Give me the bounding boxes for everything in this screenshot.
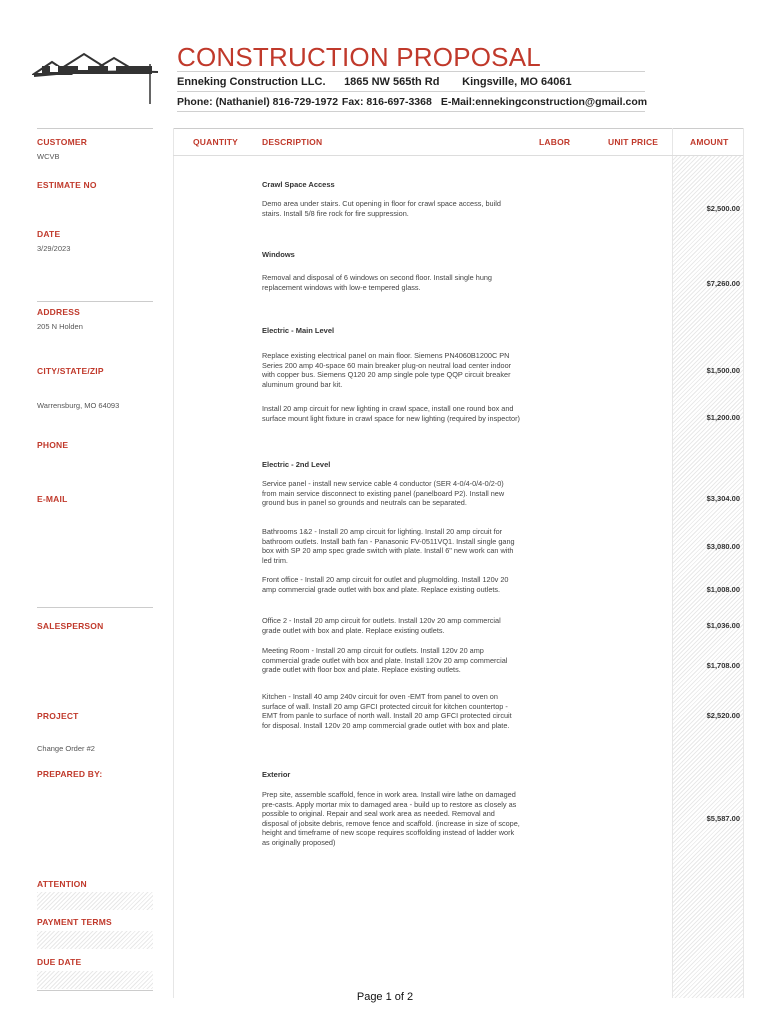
company-email: E-Mail:ennekingconstruction@gmail.com [440, 96, 648, 108]
line-item-description: Office 2 - Install 20 amp circuit for outlets. Install 120v 20 amp commercial grade outlet with box and plate. Replace existing outlets. [262, 616, 501, 635]
line-item-description: Replace existing electrical panel on main floor. Siemens PN4060B1200C PN Series 200 amp 40-space 60 main breaker plug-on neutral load center indoor with copper bus. Siemens Q120 20 amp single pole type QQP circuit breaker aluminum ground bar kit. [262, 351, 512, 389]
customer-label: CUSTOMER [37, 137, 88, 147]
amount-header: AMOUNT [690, 137, 729, 147]
attention-field[interactable] [37, 892, 153, 910]
quantity-header: QUANTITY [193, 137, 239, 147]
company-name: Enneking Construction LLC. [177, 76, 326, 88]
line-item-description: Bathrooms 1&2 - Install 20 amp circuit for lighting. Install 20 amp circuit for bathroom outlets. Install bath fan - Panasonic FV-0511VQ1. Install single gang box with SP 20 amp spec grade switch with plate. Install 6" new work can with led trim. [262, 527, 515, 565]
line-item-description: Front office - Install 20 amp circuit for outlet and plugmolding. Install 120v 20 amp commercial grade outlet with box and plate. Replace existing outlets. [262, 575, 509, 594]
section-title: Crawl Space Access [262, 180, 335, 189]
section-title: Electric - Main Level [262, 326, 335, 335]
divider [37, 128, 153, 129]
line-item-amount: $2,520.00 [706, 711, 740, 720]
line-item-amount: $1,708.00 [706, 661, 740, 670]
address-label: ADDRESS [37, 307, 80, 317]
divider [37, 607, 153, 608]
line-item-amount: $1,008.00 [706, 585, 740, 594]
email-label: E-MAIL [37, 494, 68, 504]
divider [177, 111, 645, 112]
due-date-field[interactable] [37, 971, 153, 989]
date-value: 3/29/2023 [37, 244, 71, 253]
company-street: 1865 NW 565th Rd [344, 76, 440, 88]
payment-terms-field[interactable] [37, 931, 153, 949]
company-phone: Phone: (Nathaniel) 816-729-1972 [177, 96, 339, 108]
date-label: DATE [37, 229, 61, 239]
labor-header: LABOR [539, 137, 571, 147]
company-fax: Fax: 816-697-3368 [341, 96, 432, 108]
attention-label: ATTENTION [37, 879, 87, 889]
unit-price-header: UNIT PRICE [608, 137, 659, 147]
company-logo [32, 50, 162, 106]
line-item-description: Install 20 amp circuit for new lighting in crawl space, install one round box and surface mount light fixture in crawl space for new lighting (required by inspector) [262, 404, 520, 423]
city-state-zip-value: Warrensburg, MO 64093 [37, 401, 120, 410]
project-value: Change Order #2 [37, 744, 95, 753]
document-title: CONSTRUCTION PROPOSAL [177, 42, 541, 72]
line-item-description: Meeting Room - Install 20 amp circuit for outlets. Install 120v 20 amp commercial grade outlet with box and plate. Install 120v 20 amp commercial grade outlet with floor box and plate. Replace existing outlets. [262, 646, 508, 675]
line-item-description: Service panel - install new service cable 4 conductor (SER 4-0/4-0/4-0/2-0) from main service disconnect to existing panel (panelboard P2). Install new ground bus in panel so grounds and neutrals can be separated. [262, 479, 505, 508]
company-address-line [177, 76, 572, 88]
divider [177, 71, 645, 72]
customer-value: WCVB [37, 152, 60, 161]
line-item-description: Prep site, assemble scaffold, fence in work area. Install wire lathe on damaged pre-casts. Apply mortar mix to damaged area - build up to restore as closely as possible to original. Repair and seal work area as needed. Removal and disposal of jobsite debris, remove fence and scaffold. (increase in size of scope, height and timeframe of new scope requires scoffolding instead of ladder work as originally proposed) [262, 790, 520, 847]
page-number: Page 1 of 2 [356, 991, 414, 1003]
company-contact-line [177, 96, 647, 108]
line-item-description: Demo area under stairs. Cut opening in floor for crawl space access, build stairs. Install 5/8 fire rock for fire suppression. [262, 199, 501, 218]
address-value: 205 N Holden [37, 322, 83, 331]
line-item-amount: $3,304.00 [706, 494, 740, 503]
line-item-amount: $5,587.00 [706, 814, 740, 823]
line-item-amount: $1,036.00 [706, 621, 740, 630]
line-item-amount: $2,500.00 [706, 204, 740, 213]
divider [37, 301, 153, 302]
line-item-description: Kitchen - Install 40 amp 240v circuit for oven -EMT from panel to oven on surface of wall. Install 20 amp GFCI protected circuit for kitchen countertop - EMT from panle to surface of north wall. Install 20 amp GFCI protected circuit for disposal. Install 120v 20 amp commercial grade outlet with box and plate. [262, 692, 512, 730]
due-date-label: DUE DATE [37, 957, 82, 967]
column-divider [173, 128, 174, 998]
city-state-zip-label: CITY/STATE/ZIP [37, 366, 104, 376]
line-item-amount: $3,080.00 [706, 542, 740, 551]
divider [173, 155, 743, 156]
phone-label: PHONE [37, 440, 69, 450]
column-divider [743, 128, 744, 998]
column-divider [672, 128, 673, 998]
prepared-by-label: PREPARED BY: [37, 769, 103, 779]
section-title: Exterior [262, 770, 291, 779]
salesperson-label: SALESPERSON [37, 621, 104, 631]
table-top-rule [173, 128, 743, 129]
line-item-description: Removal and disposal of 6 windows on second floor. Install single hung replacement windows with low-e tempered glass. [262, 273, 492, 292]
payment-terms-label: PAYMENT TERMS [37, 917, 112, 927]
line-item-amount: $1,500.00 [706, 366, 740, 375]
description-header: DESCRIPTION [262, 137, 323, 147]
line-item-amount: $7,260.00 [706, 279, 740, 288]
company-city: Kingsville, MO 64061 [462, 76, 572, 88]
project-label: PROJECT [37, 711, 79, 721]
line-item-amount: $1,200.00 [706, 413, 740, 422]
estimate-no-label: ESTIMATE NO [37, 180, 97, 190]
divider [177, 91, 645, 92]
section-title: Electric - 2nd Level [262, 460, 331, 469]
section-title: Windows [262, 250, 295, 259]
